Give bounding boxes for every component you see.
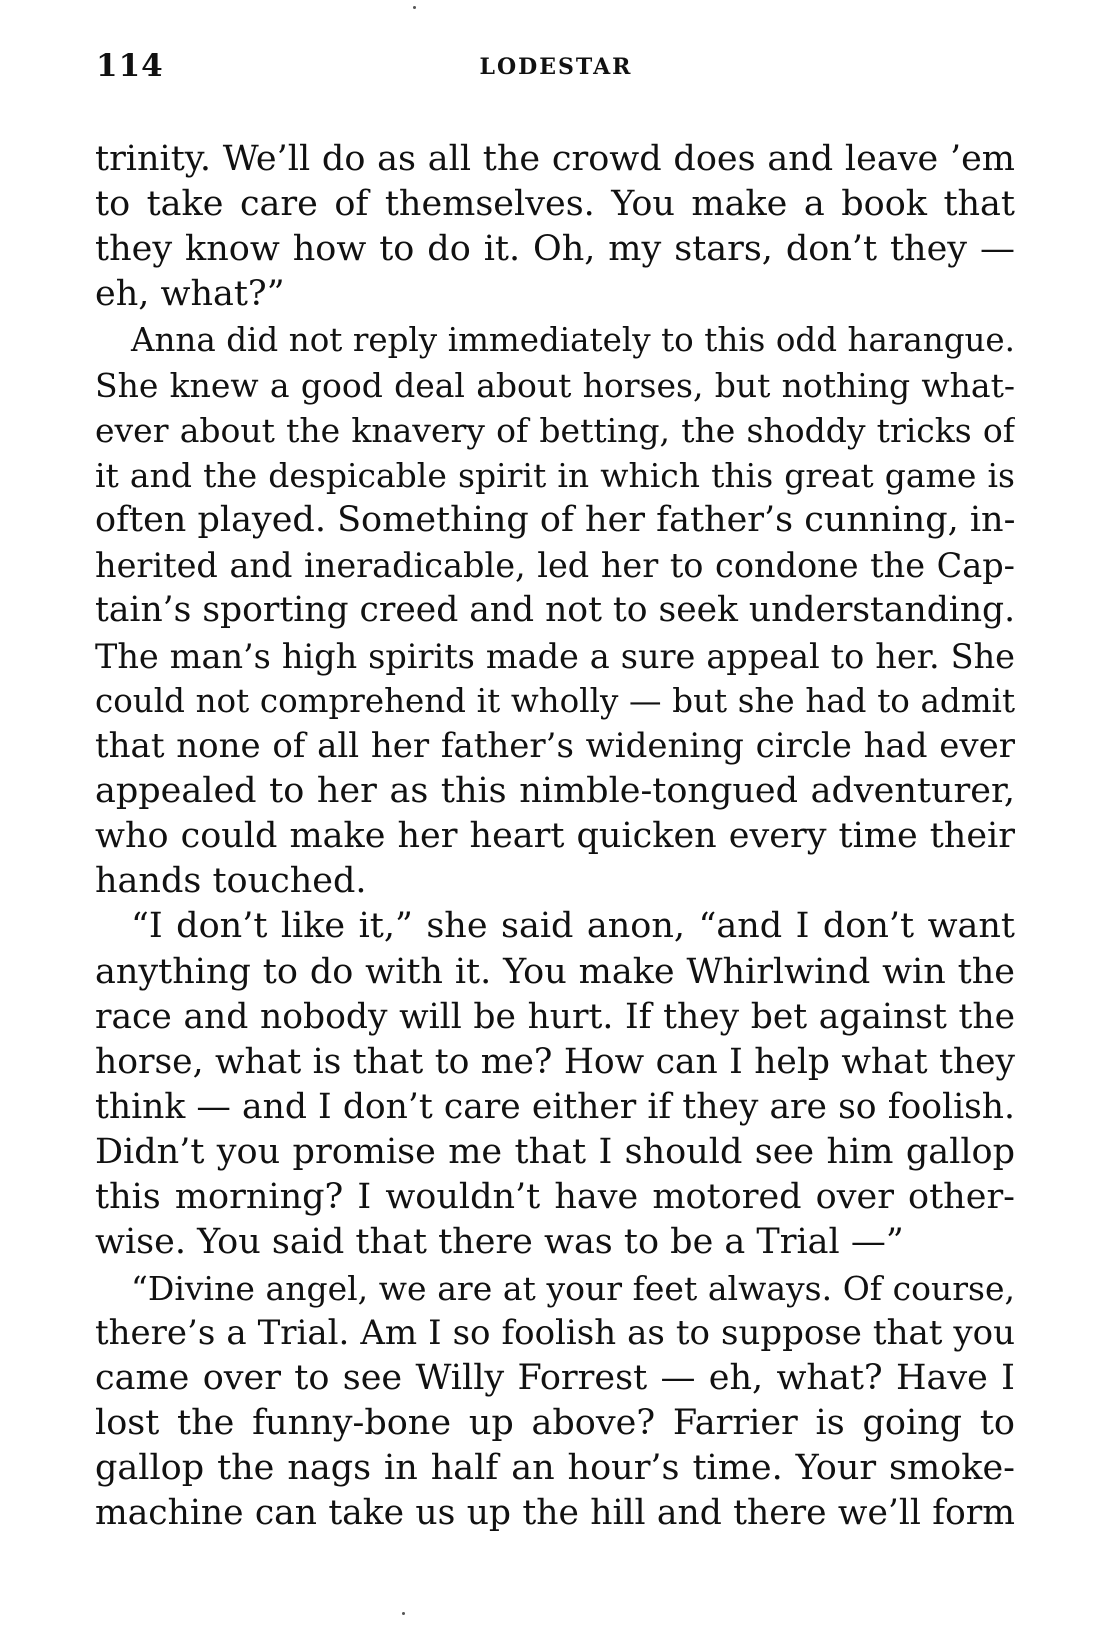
page-header xyxy=(96,48,1016,92)
speck xyxy=(413,6,416,9)
text-line: came over to see Willy Forrest — eh, what? Have I xyxy=(95,1357,1015,1398)
text-line: “Divine angel, we are at your feet always. Of course, xyxy=(131,1268,1015,1308)
speck xyxy=(402,1612,405,1615)
body-text xyxy=(95,137,1015,1536)
text-line: it and the despicable spirit in which this great game is xyxy=(95,455,1015,495)
text-line: who could make her heart quicken every time their xyxy=(95,816,1015,857)
text-line: race and nobody will be hurt. If they bet against the xyxy=(95,996,1015,1037)
text-line: that none of all her father’s widening circle had ever xyxy=(95,725,1015,766)
text-line: think — and I don’t care either if they are so foolish. xyxy=(95,1086,1015,1127)
text-line: horse, what is that to me? How can I help what they xyxy=(95,1041,1015,1082)
text-line: She knew a good deal about horses, but nothing what- xyxy=(95,365,1015,405)
text-line: anything to do with it. You make Whirlwind win the xyxy=(95,951,1015,992)
text-line: gallop the nags in half an hour’s time. Your smoke- xyxy=(95,1448,1015,1489)
text-line: to take care of themselves. You make a book that xyxy=(95,184,1015,225)
text-line: lost the funny-bone up above? Farrier is going to xyxy=(95,1402,1015,1443)
text-line: often played. Something of her father’s cunning, in- xyxy=(95,500,1015,541)
text-line: there’s a Trial. Am I so foolish as to suppose that you xyxy=(95,1312,1015,1353)
text-line: machine can take us up the hill and there we’ll form xyxy=(95,1493,1015,1534)
text-line: “I don’t like it,” she said anon, “and I don’t want xyxy=(131,906,1015,947)
text-line: trinity. We’ll do as all the crowd does and leave ’em xyxy=(95,139,1015,179)
text-line: could not comprehend it wholly — but she had to admit xyxy=(95,681,1015,720)
text-line: they know how to do it. Oh, my stars, don’t they — xyxy=(95,229,1015,270)
text-line: The man’s high spirits made a sure appeal to her. She xyxy=(95,636,1015,676)
text-line: ever about the knavery of betting, the shoddy tricks of xyxy=(95,410,1015,450)
text-line: appealed to her as this nimble-tongued adventurer, xyxy=(95,770,1015,811)
text-line: Anna did not reply immediately to this odd harangue. xyxy=(131,320,1015,359)
text-line: Didn’t you promise me that I should see him gallop xyxy=(95,1132,1015,1173)
running-title: LODESTAR xyxy=(479,54,633,80)
text-line: eh, what?” xyxy=(95,274,285,315)
text-line: herited and ineradicable, led her to condone the Cap- xyxy=(95,546,1015,586)
text-line: tain’s sporting creed and not to seek understanding. xyxy=(95,590,1015,631)
page-number: 114 xyxy=(96,48,164,84)
text-line: hands touched. xyxy=(95,861,367,902)
text-line: wise. You said that there was to be a Trial —” xyxy=(95,1222,904,1263)
text-line: this morning? I wouldn’t have motored over other- xyxy=(95,1177,1015,1218)
